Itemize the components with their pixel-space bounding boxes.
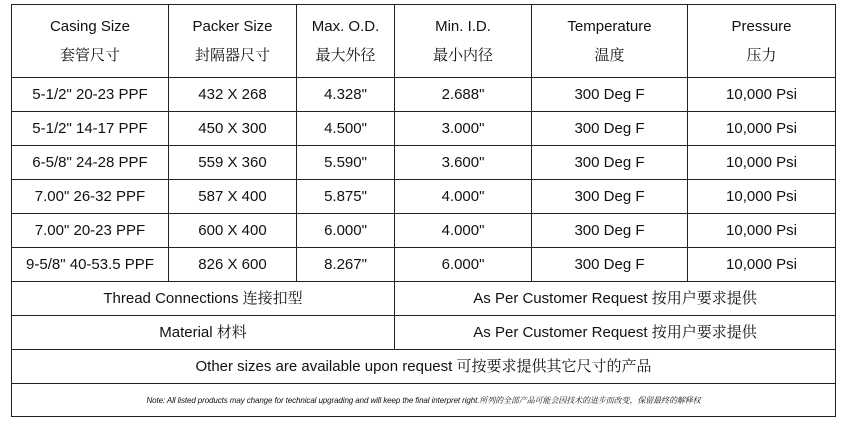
cell-temperature: 300 Deg F (532, 146, 688, 180)
header-pressure-en: Pressure (731, 18, 792, 35)
table-row (12, 180, 836, 214)
cell-packer-size: 600 X 400 (169, 214, 297, 248)
header-min-id-en: Min. I.D. (435, 18, 491, 35)
cell-max-od: 5.875" (297, 180, 395, 214)
header-packer-size (169, 5, 297, 78)
cell-casing-size: 5-1/2" 20-23 PPF (12, 78, 169, 112)
header-temperature (532, 5, 688, 78)
header-casing-size-zh: 套管尺寸 (59, 47, 120, 64)
header-packer-size-en: Packer Size (192, 18, 273, 35)
cell-temperature: 300 Deg F (532, 180, 688, 214)
thread-connections-label: Thread Connections 连接扣型 (12, 282, 395, 316)
material-value: As Per Customer Request 按用户要求提供 (395, 316, 836, 350)
cell-pressure: 10,000 Psi (688, 112, 836, 146)
header-pressure (688, 5, 836, 78)
cell-casing-size: 7.00" 26-32 PPF (12, 180, 169, 214)
table-row (12, 78, 836, 112)
cell-min-id: 3.600" (395, 146, 532, 180)
cell-casing-size: 9-5/8" 40-53.5 PPF (12, 248, 169, 282)
note-text: Note: All listed products may change for technical upgrading and will keep the final interpret right.所列的全部产品可能会因技术的进步而改变，保留最终的解释权 (12, 384, 836, 417)
header-packer-size-zh: 封隔器尺寸 (194, 47, 270, 64)
cell-pressure: 10,000 Psi (688, 78, 836, 112)
header-max-od (297, 5, 395, 78)
table-row (12, 248, 836, 282)
cell-min-id: 6.000" (395, 248, 532, 282)
cell-max-od: 8.267" (297, 248, 395, 282)
cell-max-od: 5.590" (297, 146, 395, 180)
other-sizes-text: Other sizes are available upon request 可按要求提供其它尺寸的产品 (12, 350, 836, 384)
header-casing-size (12, 5, 169, 78)
table-row (12, 214, 836, 248)
header-temperature-en: Temperature (567, 18, 652, 35)
cell-packer-size: 450 X 300 (169, 112, 297, 146)
product-spec-table (11, 4, 836, 417)
header-min-id-zh: 最小内径 (432, 47, 493, 64)
cell-temperature: 300 Deg F (532, 248, 688, 282)
cell-packer-size: 826 X 600 (169, 248, 297, 282)
cell-casing-size: 5-1/2" 14-17 PPF (12, 112, 169, 146)
other-sizes-row (12, 350, 836, 384)
cell-casing-size: 7.00" 20-23 PPF (12, 214, 169, 248)
material-label: Material 材料 (12, 316, 395, 350)
header-casing-size-en: Casing Size (49, 18, 131, 35)
header-max-od-en: Max. O.D. (311, 18, 380, 35)
cell-packer-size: 559 X 360 (169, 146, 297, 180)
cell-max-od: 6.000" (297, 214, 395, 248)
cell-pressure: 10,000 Psi (688, 146, 836, 180)
cell-temperature: 300 Deg F (532, 78, 688, 112)
cell-packer-size: 587 X 400 (169, 180, 297, 214)
cell-max-od: 4.328" (297, 78, 395, 112)
thread-connections-value: As Per Customer Request 按用户要求提供 (395, 282, 836, 316)
material-row (12, 316, 836, 350)
note-row (12, 384, 836, 417)
header-pressure-zh: 压力 (746, 47, 777, 64)
cell-min-id: 4.000" (395, 214, 532, 248)
cell-min-id: 3.000" (395, 112, 532, 146)
cell-casing-size: 6-5/8" 24-28 PPF (12, 146, 169, 180)
cell-pressure: 10,000 Psi (688, 214, 836, 248)
header-max-od-zh: 最大外径 (315, 47, 376, 64)
table-row (12, 146, 836, 180)
table-row (12, 112, 836, 146)
thread-connections-row (12, 282, 836, 316)
header-min-id (395, 5, 532, 78)
cell-min-id: 4.000" (395, 180, 532, 214)
cell-min-id: 2.688" (395, 78, 532, 112)
cell-pressure: 10,000 Psi (688, 180, 836, 214)
header-temperature-zh: 温度 (594, 47, 625, 64)
cell-pressure: 10,000 Psi (688, 248, 836, 282)
cell-temperature: 300 Deg F (532, 214, 688, 248)
header-row (12, 5, 836, 78)
cell-max-od: 4.500" (297, 112, 395, 146)
cell-packer-size: 432 X 268 (169, 78, 297, 112)
cell-temperature: 300 Deg F (532, 112, 688, 146)
